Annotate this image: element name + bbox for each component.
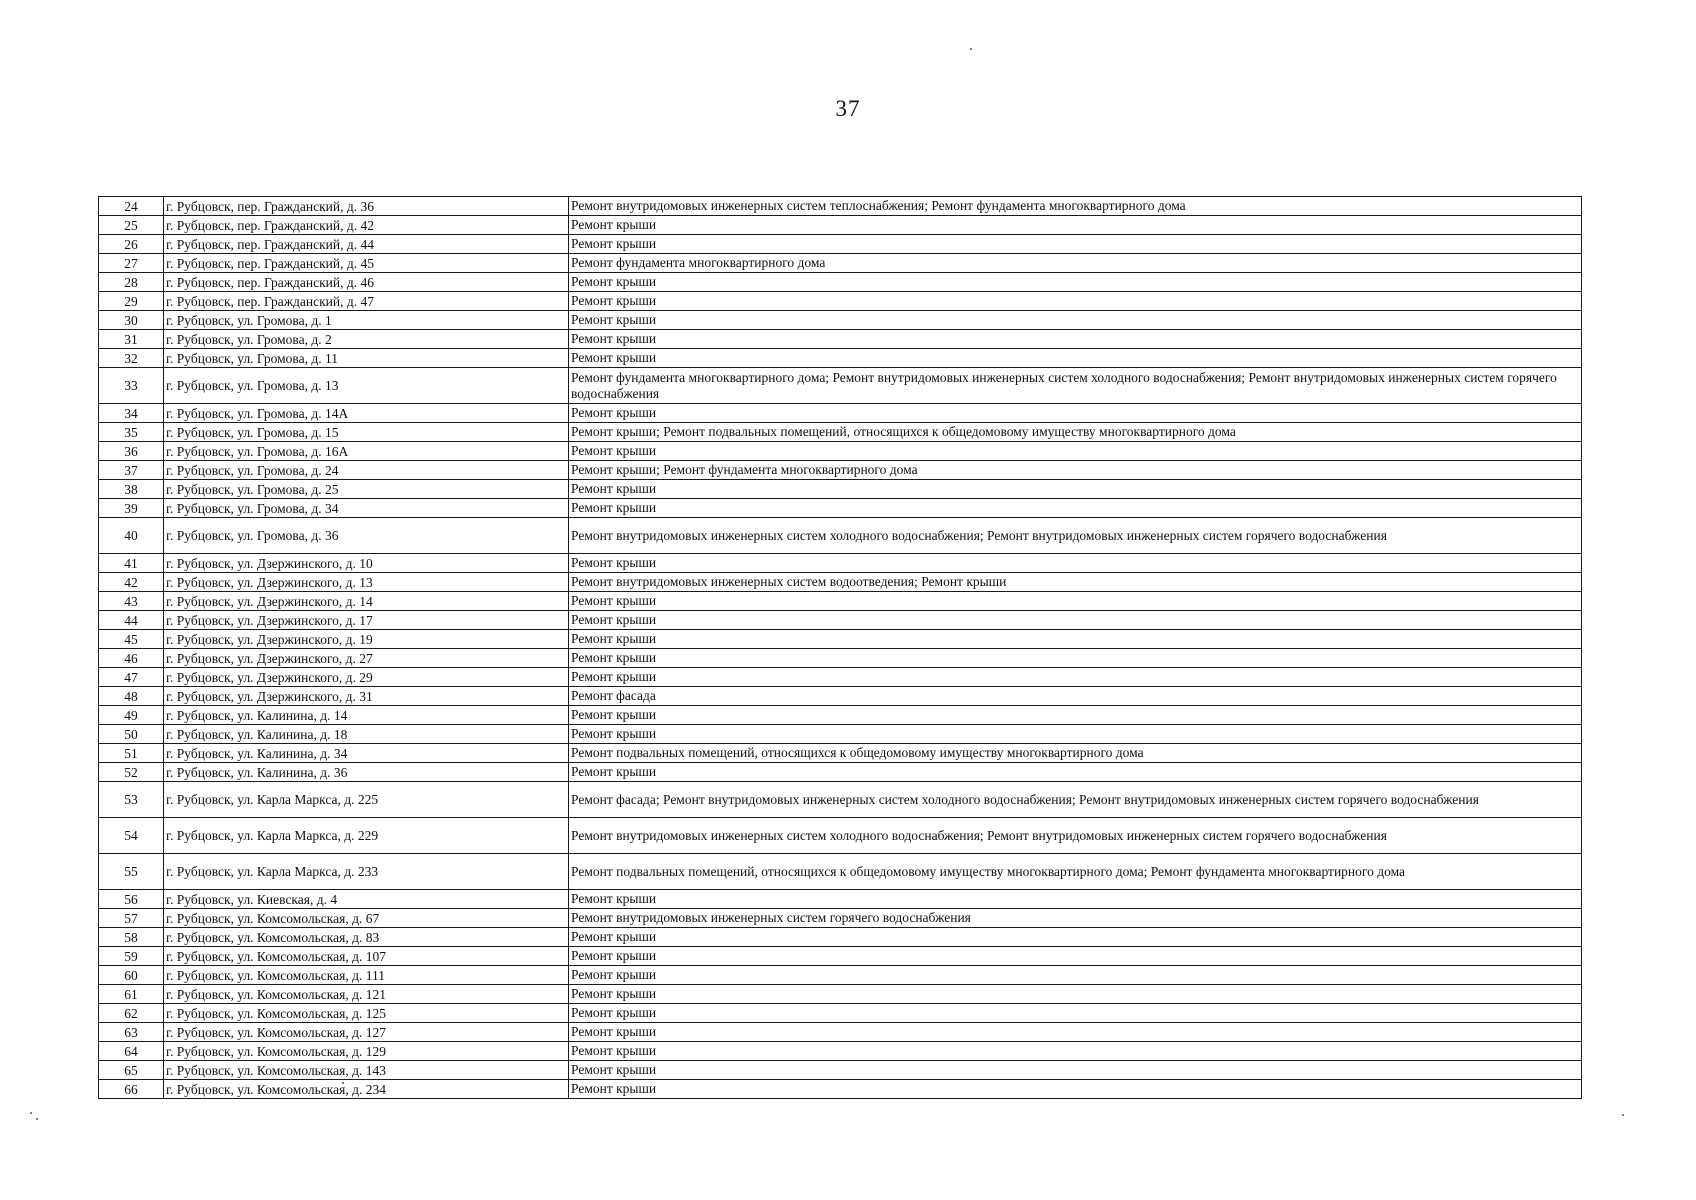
address-cell: г. Рубцовск, ул. Калинина, д. 18: [164, 725, 569, 744]
address-cell: г. Рубцовск, ул. Громова, д. 34: [164, 499, 569, 518]
works-cell: Ремонт крыши: [569, 592, 1582, 611]
address-cell: г. Рубцовск, ул. Дзержинского, д. 29: [164, 668, 569, 687]
address-cell: г. Рубцовск, ул. Комсомольская, д. 234: [164, 1080, 569, 1099]
row-number-cell: 65: [99, 1061, 164, 1080]
address-cell: г. Рубцовск, пер. Гражданский, д. 36: [164, 197, 569, 216]
row-number-cell: 37: [99, 461, 164, 480]
works-cell: Ремонт внутридомовых инженерных систем горячего водоснабжения: [569, 909, 1582, 928]
table-row: [99, 928, 1582, 947]
row-number-cell: 56: [99, 890, 164, 909]
address-cell: г. Рубцовск, пер. Гражданский, д. 46: [164, 273, 569, 292]
scan-speck: [30, 1112, 32, 1114]
address-cell: г. Рубцовск, ул. Комсомольская, д. 129: [164, 1042, 569, 1061]
table-row: [99, 947, 1582, 966]
works-cell: Ремонт крыши: [569, 330, 1582, 349]
table-row: [99, 1061, 1582, 1080]
table-row: [99, 349, 1582, 368]
works-cell: Ремонт подвальных помещений, относящихся к общедомовому имуществу многоквартирного дома: [569, 744, 1582, 763]
row-number-cell: 59: [99, 947, 164, 966]
row-number-cell: 58: [99, 928, 164, 947]
table-row: [99, 818, 1582, 854]
table-row: [99, 744, 1582, 763]
row-number-cell: 35: [99, 423, 164, 442]
address-cell: г. Рубцовск, ул. Громова, д. 14А: [164, 404, 569, 423]
address-cell: г. Рубцовск, ул. Комсомольская, д. 83: [164, 928, 569, 947]
works-cell: Ремонт фундамента многоквартирного дома: [569, 254, 1582, 273]
works-cell: Ремонт фасада: [569, 687, 1582, 706]
table-row: [99, 461, 1582, 480]
table-row: [99, 1042, 1582, 1061]
address-cell: г. Рубцовск, ул. Дзержинского, д. 10: [164, 554, 569, 573]
works-cell: Ремонт крыши: [569, 499, 1582, 518]
table-row: [99, 630, 1582, 649]
table-row: [99, 518, 1582, 554]
address-cell: г. Рубцовск, пер. Гражданский, д. 45: [164, 254, 569, 273]
table-row: [99, 611, 1582, 630]
works-cell: Ремонт крыши: [569, 1004, 1582, 1023]
row-number-cell: 42: [99, 573, 164, 592]
table-row: [99, 649, 1582, 668]
works-cell: Ремонт крыши: [569, 273, 1582, 292]
address-cell: г. Рубцовск, пер. Гражданский, д. 42: [164, 216, 569, 235]
works-cell: Ремонт крыши: [569, 554, 1582, 573]
row-number-cell: 31: [99, 330, 164, 349]
table-row: [99, 254, 1582, 273]
row-number-cell: 50: [99, 725, 164, 744]
works-cell: Ремонт внутридомовых инженерных систем холодного водоснабжения; Ремонт внутридомовых инженерных систем горячего водоснабжения: [569, 518, 1582, 554]
row-number-cell: 53: [99, 782, 164, 818]
works-cell: Ремонт внутридомовых инженерных систем теплоснабжения; Ремонт фундамента многоквартирного дома: [569, 197, 1582, 216]
table-row: [99, 706, 1582, 725]
row-number-cell: 30: [99, 311, 164, 330]
row-number-cell: 52: [99, 763, 164, 782]
row-number-cell: 41: [99, 554, 164, 573]
address-cell: г. Рубцовск, ул. Карла Маркса, д. 229: [164, 818, 569, 854]
works-cell: Ремонт крыши: [569, 349, 1582, 368]
row-number-cell: 29: [99, 292, 164, 311]
works-cell: Ремонт фасада; Ремонт внутридомовых инженерных систем холодного водоснабжения; Ремонт внутридомовых инженерных систем горячего водоснабжения: [569, 782, 1582, 818]
works-cell: Ремонт крыши: [569, 1023, 1582, 1042]
row-number-cell: 46: [99, 649, 164, 668]
table-row: [99, 499, 1582, 518]
works-cell: Ремонт крыши: [569, 966, 1582, 985]
address-cell: г. Рубцовск, ул. Калинина, д. 36: [164, 763, 569, 782]
works-cell: Ремонт крыши: [569, 292, 1582, 311]
address-cell: г. Рубцовск, ул. Громова, д. 2: [164, 330, 569, 349]
page-number: 37: [835, 96, 861, 121]
works-cell: Ремонт внутридомовых инженерных систем холодного водоснабжения; Ремонт внутридомовых инженерных систем горячего водоснабжения: [569, 818, 1582, 854]
works-cell: Ремонт крыши: [569, 706, 1582, 725]
works-cell: Ремонт крыши: [569, 947, 1582, 966]
table-row: [99, 480, 1582, 499]
table-row: [99, 197, 1582, 216]
address-cell: г. Рубцовск, ул. Карла Маркса, д. 225: [164, 782, 569, 818]
works-cell: Ремонт крыши: [569, 1080, 1582, 1099]
table-row: [99, 442, 1582, 461]
table-row: [99, 1080, 1582, 1099]
table-row: [99, 1004, 1582, 1023]
works-cell: Ремонт крыши: [569, 1061, 1582, 1080]
table-row: [99, 292, 1582, 311]
works-cell: Ремонт крыши: [569, 928, 1582, 947]
table-row: [99, 235, 1582, 254]
works-cell: Ремонт крыши: [569, 480, 1582, 499]
address-cell: г. Рубцовск, ул. Дзержинского, д. 19: [164, 630, 569, 649]
works-cell: Ремонт крыши: [569, 1042, 1582, 1061]
address-cell: г. Рубцовск, ул. Громова, д. 1: [164, 311, 569, 330]
table-row: [99, 330, 1582, 349]
row-number-cell: 60: [99, 966, 164, 985]
row-number-cell: 57: [99, 909, 164, 928]
address-cell: г. Рубцовск, ул. Калинина, д. 14: [164, 706, 569, 725]
works-cell: Ремонт крыши: [569, 311, 1582, 330]
row-number-cell: 44: [99, 611, 164, 630]
works-cell: Ремонт крыши: [569, 630, 1582, 649]
repair-works-table-body: [99, 197, 1582, 1099]
scan-speck: [36, 1118, 38, 1120]
address-cell: г. Рубцовск, ул. Комсомольская, д. 143: [164, 1061, 569, 1080]
works-cell: Ремонт подвальных помещений, относящихся к общедомовому имуществу многоквартирного дома; Ремонт фундамента многоквартирного дома: [569, 854, 1582, 890]
row-number-cell: 26: [99, 235, 164, 254]
row-number-cell: 24: [99, 197, 164, 216]
works-cell: Ремонт крыши: [569, 668, 1582, 687]
table-row: [99, 554, 1582, 573]
address-cell: г. Рубцовск, ул. Комсомольская, д. 121: [164, 985, 569, 1004]
address-cell: г. Рубцовск, ул. Громова, д. 36: [164, 518, 569, 554]
works-cell: Ремонт крыши: [569, 442, 1582, 461]
works-cell: Ремонт крыши: [569, 725, 1582, 744]
address-cell: г. Рубцовск, ул. Комсомольская, д. 127: [164, 1023, 569, 1042]
address-cell: г. Рубцовск, ул. Дзержинского, д. 14: [164, 592, 569, 611]
address-cell: г. Рубцовск, пер. Гражданский, д. 47: [164, 292, 569, 311]
row-number-cell: 39: [99, 499, 164, 518]
table-row: [99, 311, 1582, 330]
scan-speck: [1622, 1114, 1624, 1116]
works-cell: Ремонт крыши: [569, 235, 1582, 254]
row-number-cell: 43: [99, 592, 164, 611]
address-cell: г. Рубцовск, ул. Калинина, д. 34: [164, 744, 569, 763]
row-number-cell: 54: [99, 818, 164, 854]
table-row: [99, 216, 1582, 235]
works-cell: Ремонт крыши: [569, 985, 1582, 1004]
address-cell: г. Рубцовск, ул. Громова, д. 13: [164, 368, 569, 404]
table-row: [99, 1023, 1582, 1042]
works-cell: Ремонт крыши: [569, 763, 1582, 782]
row-number-cell: 62: [99, 1004, 164, 1023]
row-number-cell: 45: [99, 630, 164, 649]
row-number-cell: 51: [99, 744, 164, 763]
table-row: [99, 854, 1582, 890]
row-number-cell: 32: [99, 349, 164, 368]
address-cell: г. Рубцовск, пер. Гражданский, д. 44: [164, 235, 569, 254]
address-cell: г. Рубцовск, ул. Комсомольская, д. 67: [164, 909, 569, 928]
table-row: [99, 763, 1582, 782]
table-row: [99, 966, 1582, 985]
works-cell: Ремонт крыши: [569, 649, 1582, 668]
works-cell: Ремонт фундамента многоквартирного дома; Ремонт внутридомовых инженерных систем холодного водоснабжения; Ремонт внутридомовых инженерных систем горячего водоснабжения: [569, 368, 1582, 404]
address-cell: г. Рубцовск, ул. Киевская, д. 4: [164, 890, 569, 909]
address-cell: г. Рубцовск, ул. Дзержинского, д. 17: [164, 611, 569, 630]
table-row: [99, 668, 1582, 687]
row-number-cell: 38: [99, 480, 164, 499]
table-row: [99, 423, 1582, 442]
works-cell: Ремонт внутридомовых инженерных систем водоотведения; Ремонт крыши: [569, 573, 1582, 592]
works-cell: Ремонт крыши; Ремонт подвальных помещений, относящихся к общедомовому имуществу многоквартирного дома: [569, 423, 1582, 442]
table-row: [99, 782, 1582, 818]
row-number-cell: 36: [99, 442, 164, 461]
table-row: [99, 273, 1582, 292]
table-row: [99, 985, 1582, 1004]
address-cell: г. Рубцовск, ул. Комсомольская, д. 107: [164, 947, 569, 966]
row-number-cell: 61: [99, 985, 164, 1004]
row-number-cell: 25: [99, 216, 164, 235]
address-cell: г. Рубцовск, ул. Дзержинского, д. 27: [164, 649, 569, 668]
row-number-cell: 66: [99, 1080, 164, 1099]
row-number-cell: 47: [99, 668, 164, 687]
address-cell: г. Рубцовск, ул. Комсомольская, д. 125: [164, 1004, 569, 1023]
table-row: [99, 404, 1582, 423]
table-row: [99, 573, 1582, 592]
works-cell: Ремонт крыши: [569, 404, 1582, 423]
table-row: [99, 890, 1582, 909]
scan-speck: [970, 48, 972, 50]
table-row: [99, 687, 1582, 706]
address-cell: г. Рубцовск, ул. Громова, д. 25: [164, 480, 569, 499]
table-row: [99, 909, 1582, 928]
address-cell: г. Рубцовск, ул. Комсомольская, д. 111: [164, 966, 569, 985]
row-number-cell: 63: [99, 1023, 164, 1042]
row-number-cell: 55: [99, 854, 164, 890]
row-number-cell: 28: [99, 273, 164, 292]
row-number-cell: 33: [99, 368, 164, 404]
row-number-cell: 48: [99, 687, 164, 706]
address-cell: г. Рубцовск, ул. Громова, д. 24: [164, 461, 569, 480]
table-row: [99, 592, 1582, 611]
address-cell: г. Рубцовск, ул. Карла Маркса, д. 233: [164, 854, 569, 890]
table-row: [99, 725, 1582, 744]
address-cell: г. Рубцовск, ул. Громова, д. 15: [164, 423, 569, 442]
row-number-cell: 40: [99, 518, 164, 554]
address-cell: г. Рубцовск, ул. Громова, д. 16А: [164, 442, 569, 461]
table-row: [99, 368, 1582, 404]
repair-works-table: [98, 196, 1582, 1099]
row-number-cell: 27: [99, 254, 164, 273]
works-cell: Ремонт крыши: [569, 216, 1582, 235]
works-cell: Ремонт крыши; Ремонт фундамента многоквартирного дома: [569, 461, 1582, 480]
address-cell: г. Рубцовск, ул. Громова, д. 11: [164, 349, 569, 368]
works-cell: Ремонт крыши: [569, 611, 1582, 630]
address-cell: г. Рубцовск, ул. Дзержинского, д. 31: [164, 687, 569, 706]
row-number-cell: 34: [99, 404, 164, 423]
works-cell: Ремонт крыши: [569, 890, 1582, 909]
row-number-cell: 64: [99, 1042, 164, 1061]
address-cell: г. Рубцовск, ул. Дзержинского, д. 13: [164, 573, 569, 592]
row-number-cell: 49: [99, 706, 164, 725]
